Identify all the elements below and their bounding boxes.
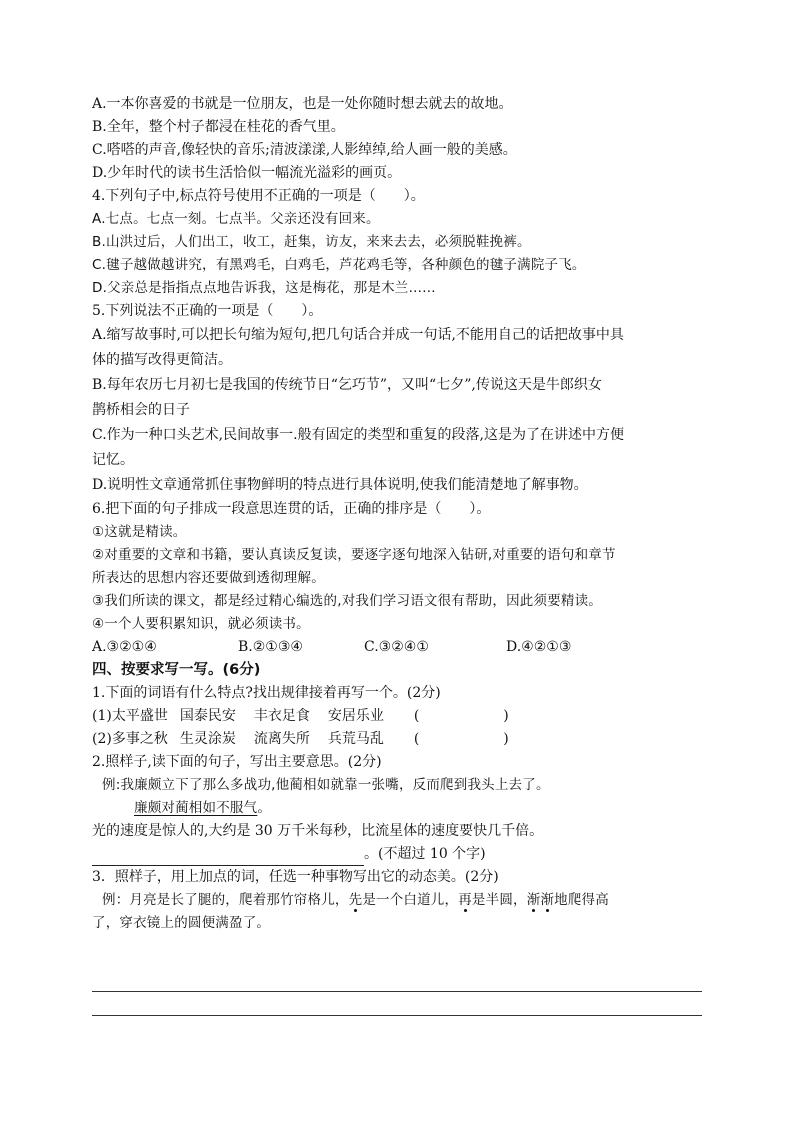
q3-options: [92, 93, 712, 185]
writing-line-1[interactable]: [92, 991, 702, 992]
s4-q2-example: 例:我廉颇立下了那么多战功,他蔺相如就靠一张嘴，反而爬到我头上去了。: [102, 777, 550, 793]
s4-q2-sentence: 光的速度是惊人的,大约是 30 万千米每秒，比流星体的速度要快几千倍。: [92, 823, 544, 839]
q6-option-a: A.③②①④: [92, 639, 157, 655]
dotted-word: 再: [458, 892, 472, 908]
word: 生灵涂炭: [179, 731, 236, 747]
dotted-word: 渐: [540, 892, 555, 908]
section-4-title: 四、按要求写一写。(6分): [92, 662, 261, 678]
row-label: (1): [92, 708, 112, 724]
q5-line: C.作为一种口头艺术,民间故事一.般有固定的类型和重复的段落,这是为了在讲述中方便: [92, 427, 625, 443]
question-5: [92, 300, 712, 498]
q6-sentence: ②对重要的文章和书籍，要认真读反复读，要逐字逐句地深入钻研,对重要的语句和章节: [92, 547, 616, 563]
q6-option-b: B.②①③④: [238, 639, 303, 655]
s4-q1-row-1: [92, 705, 712, 728]
q4-option-d: D.父亲总是指指点点地告诉我，这是梅花，那是木兰……: [92, 280, 436, 296]
word: 多事之秋: [111, 731, 168, 747]
q5-line: B.每年农历七月初七是我国的传统节日“乞巧节”，又叫“七夕”,传说这天是牛郎织女: [92, 377, 602, 393]
answer-blank[interactable]: ( ): [413, 731, 509, 747]
s4-q2-stem: 2.照样子,读下面的句子，写出主要意思。(2分): [92, 754, 382, 770]
q6-option-d: D.④②①③: [506, 639, 572, 655]
q6-sentence: ④一个人要积累知识，就必须读书。: [92, 616, 310, 632]
row-label: (2): [92, 731, 112, 747]
word: 安居乐业: [327, 708, 384, 724]
q5-line: 鹊桥相会的日子: [92, 402, 190, 418]
question-4: [92, 185, 712, 300]
q3-option-a: A.一本你喜爱的书就是一位朋友，也是一处你随时想去就去的故地。: [92, 96, 513, 112]
q4-option-a: A.七点。七点一刻。七点半。父亲还没有回来。: [92, 211, 380, 227]
s4-q2-answer-line[interactable]: [92, 847, 364, 866]
word: 流离失所: [253, 731, 310, 747]
question-6: [92, 498, 712, 659]
q5-stem: 5.下列说法不正确的一项是（ ）。: [92, 303, 323, 319]
q5-line: A.缩写故事时,可以把长句缩为短句,把几句话合并成一句话,不能用自己的话把故事中具: [92, 327, 624, 343]
q3-option-d: D.少年时代的读书生活恰似一幅流光溢彩的画页。: [92, 165, 402, 181]
exam-page: [92, 93, 712, 935]
s4-q3-example: [92, 889, 712, 912]
q5-line: D.说明性文章通常抓住事物鲜明的特点进行具体说明,使我们能清楚地了解事物。: [92, 477, 588, 493]
word: 太平盛世: [111, 708, 168, 724]
answer-blank[interactable]: ( ): [413, 708, 509, 724]
q5-line: 记忆。: [92, 452, 134, 468]
s4-q2-answer-row: [92, 843, 712, 866]
q3-option-c: C.嗒嗒的声音,像轻快的音乐;清波漾漾,人影绰绰,给人画一般的美感。: [92, 142, 517, 158]
word: 兵荒马乱: [327, 731, 384, 747]
dotted-word: 渐: [526, 892, 541, 908]
q3-option-b: B.全年，整个村子都浸在桂花的香气里。: [92, 119, 345, 135]
q6-sentence: ③我们所读的课文，都是经过精心编选的,对我们学习语文很有帮助，因此须要精读。: [92, 593, 602, 609]
s4-q3-example-line2: 了，穿衣镜上的圆便满盈了。: [92, 915, 271, 931]
q6-options: [92, 636, 712, 659]
example-text: 例：月亮是长了腿的，爬着那竹帘格儿，: [102, 892, 349, 908]
q6-stem: 6.把下面的句子排成一段意思连贯的话，正确的排序是（ ）。: [92, 501, 491, 517]
q4-option-c: C.毽子越做越讲究，有黑鸡毛，白鸡毛，芦花鸡毛等，各种颜色的毽子满院子飞。: [92, 257, 586, 273]
word: 国泰民安: [179, 708, 236, 724]
section-4: [92, 659, 712, 935]
s4-q2-example-answer: [92, 797, 712, 820]
example-text: 是一个白道儿，: [362, 892, 459, 908]
q4-option-b: B.山洪过后，人们出工，收工，赶集，访友，来来去去，必须脱鞋挽裤。: [92, 234, 531, 250]
q6-option-c: C.③②④①: [364, 639, 429, 655]
example-answer-period: 。: [257, 800, 272, 816]
word: 丰衣足食: [253, 708, 310, 724]
example-answer-text: 廉颇对蔺相如不服气: [134, 800, 258, 816]
q6-sentence: ①这就是精读。: [92, 524, 187, 540]
s4-q1-stem: 1.下面的词语有什么特点?找出规律接着再写一个。(2分): [92, 685, 441, 701]
s4-q3-stem: 3．照样子，用上加点的词，任选一种事物写出它的动态美。(2分): [92, 869, 499, 885]
q6-sentence: 所表达的思想内容还要做到透彻理解。: [92, 570, 325, 586]
example-text: 是半圆，: [471, 892, 527, 908]
writing-line-2[interactable]: [92, 1015, 702, 1016]
example-text: 地爬得高: [554, 892, 609, 908]
s4-q2-limit: 。(不超过 10 个字): [364, 846, 486, 862]
dotted-word: 先: [348, 892, 363, 908]
q5-line: 体的描写改得更简洁。: [92, 352, 232, 368]
q4-stem: 4.下列句子中,标点符号使用不正确的一项是（ ）。: [92, 188, 425, 204]
s4-q1-row-2: [92, 728, 712, 751]
